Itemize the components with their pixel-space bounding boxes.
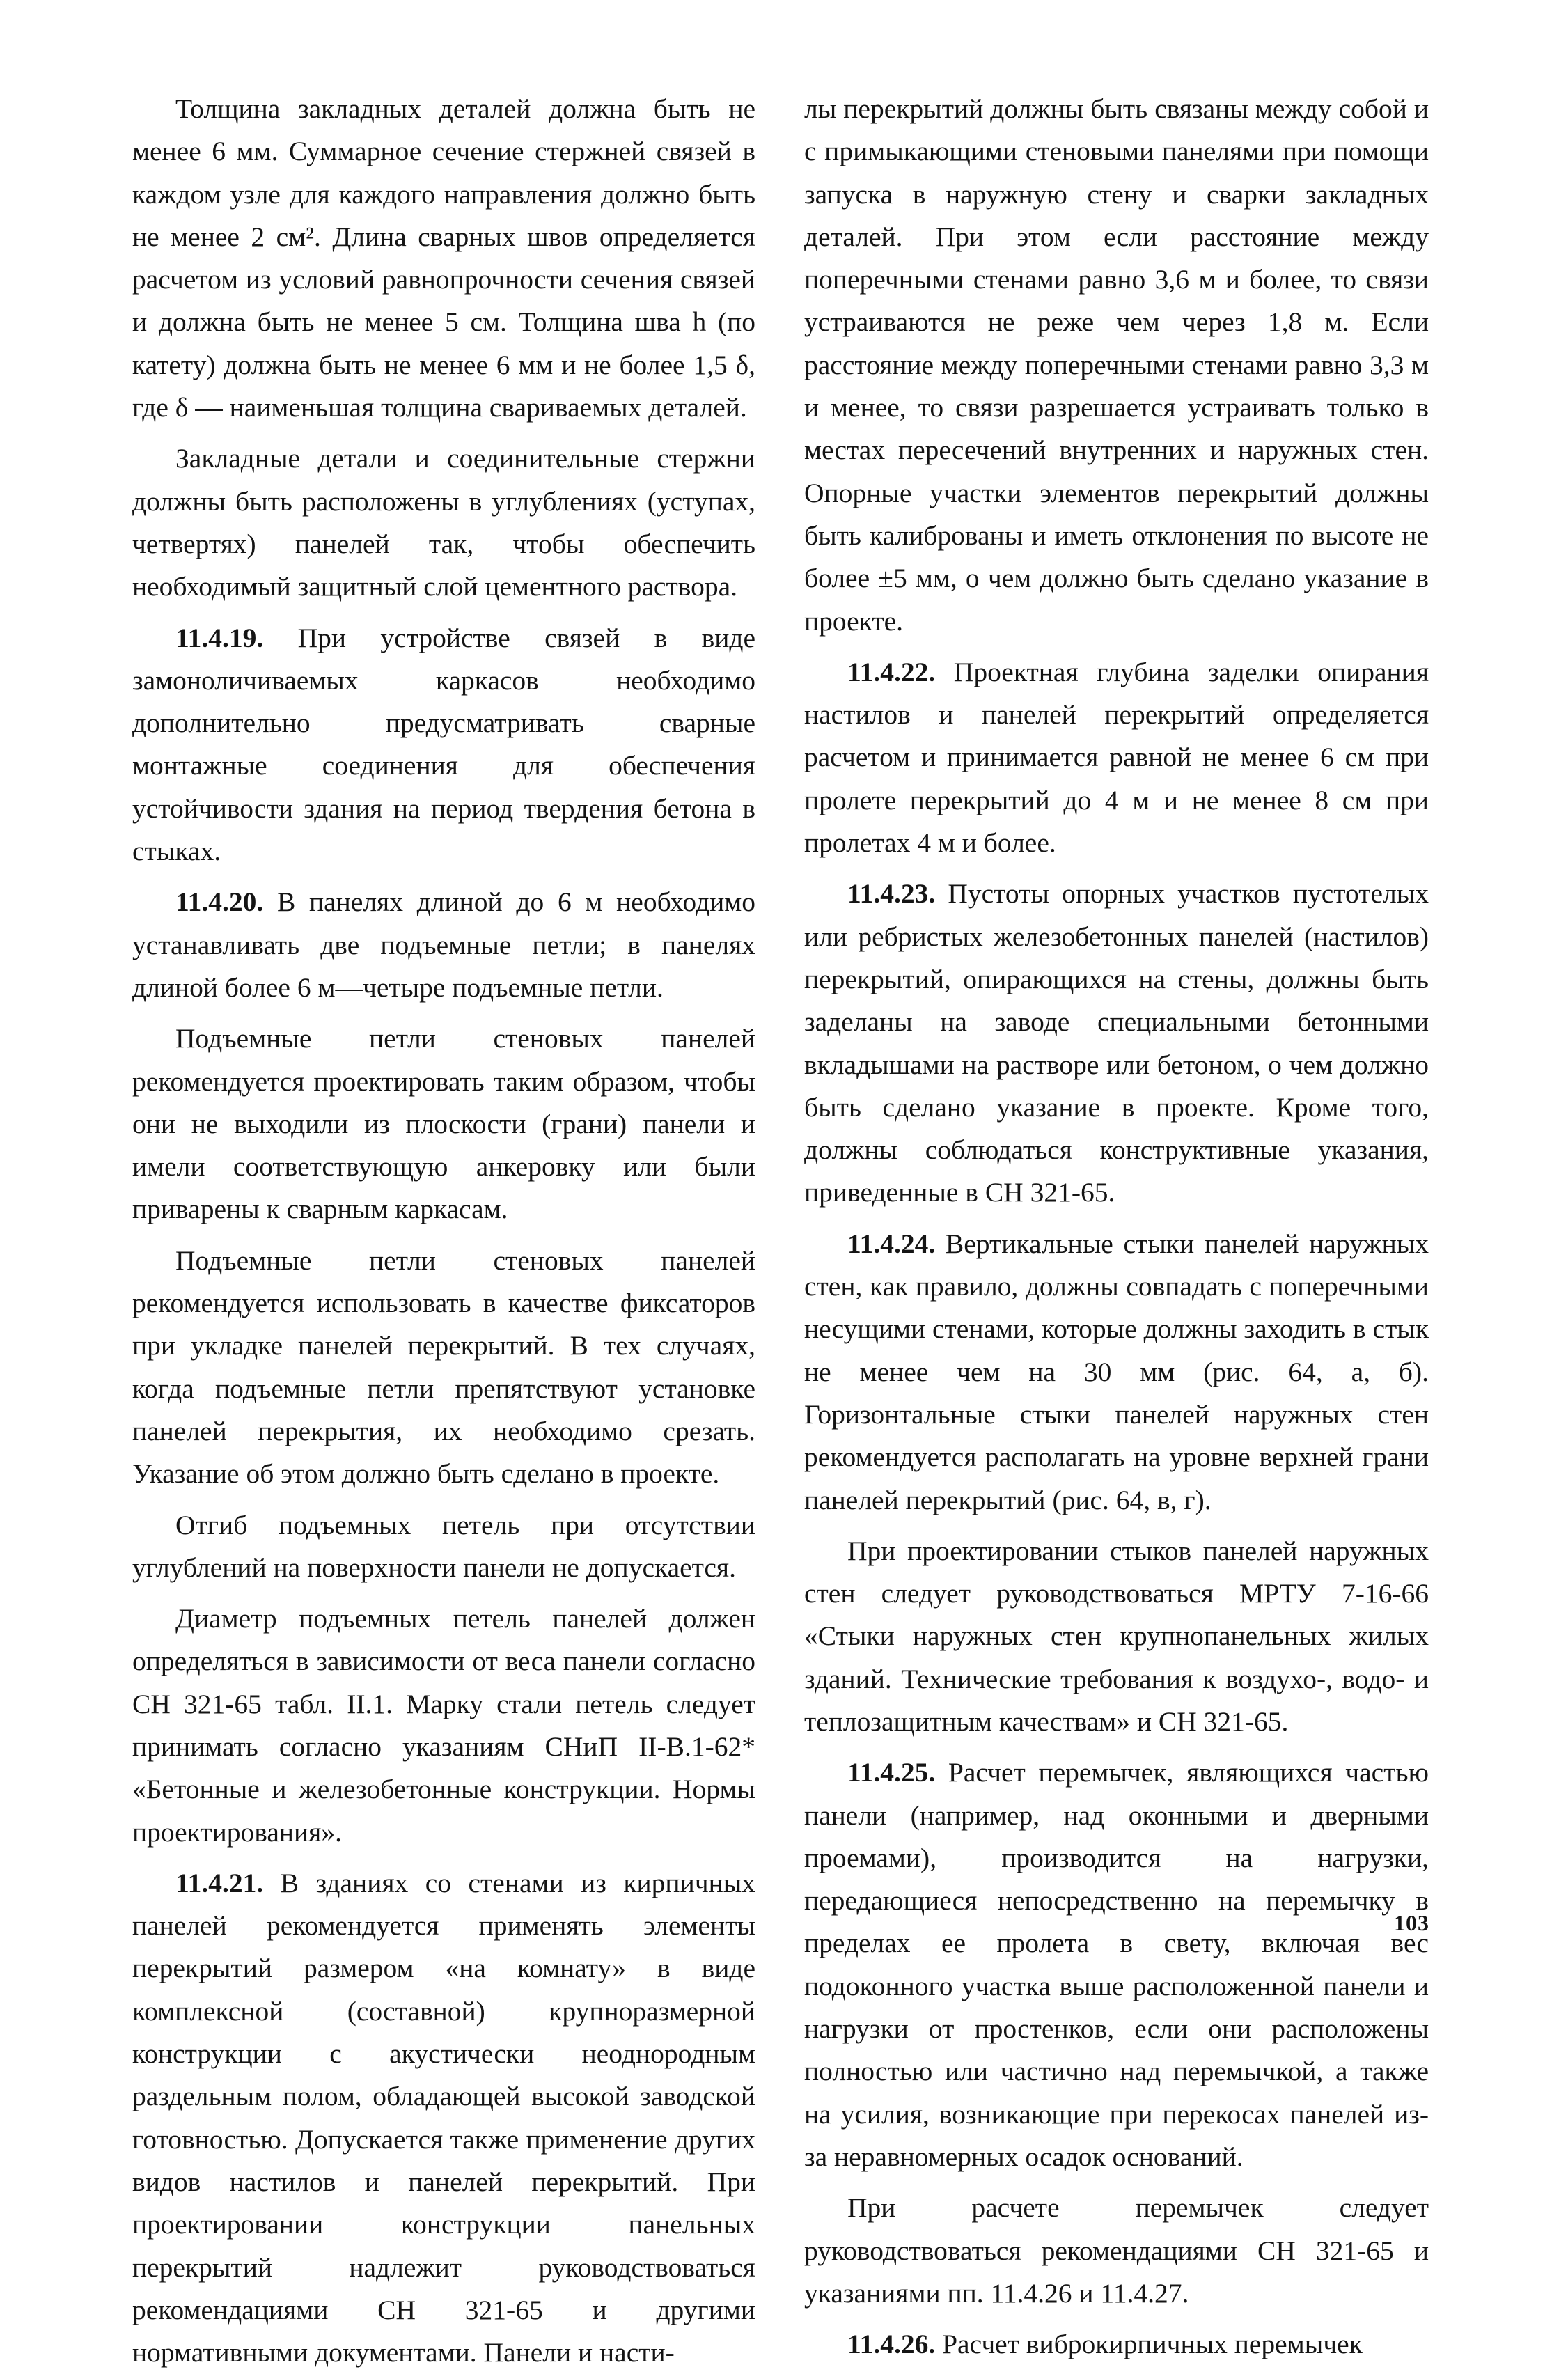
section-number: 11.4.20. <box>175 887 264 918</box>
paragraph-text: Вертикальные стыки панелей наружных стен, как правило, должны совпадать с поперечными несущими стенами, которые должны заходить в стык не менее чем на 30 мм (рис. 64, а, б). Горизонтальные стыки панелей наружных стен рекомендуется располагать на уровне верхней грани панелей перекрытий (рис. 64, в, г). <box>804 1228 1429 1515</box>
section-number: 11.4.21. <box>175 1867 264 1898</box>
paragraph-text: Закладные детали и соединительные стержни должны быть расположены в углублениях (уступах, четвертях) панелей так, чтобы обеспечить необходимый защитный слой цементного раствора. <box>132 443 755 602</box>
paragraph-text: Диаметр подъемных петель панелей должен определяться в зависимости от веса панели согласно СН 321-65 табл. II.1. Марку стали петель следует принимать согласно указаниям СНиП II-В.1-62* «Бетонные и железобетонные конструкции. Нормы проектирования». <box>132 1603 755 1848</box>
paragraph <box>804 2323 1429 2366</box>
right-column <box>804 88 1429 2366</box>
page-number: 103 <box>1394 1910 1429 1935</box>
section-number: 11.4.22. <box>847 656 936 687</box>
paragraph-text: В панелях длиной до 6 м необходимо устанавливать две подъемные петли; в панелях длиной более 6 м—четыре подъемные петли. <box>132 887 756 1003</box>
paragraph-text: лы перекрытий должны быть связаны между собой и с примыкающими стеновыми панелями при помощи запуска в наружную стену и сварки закладных деталей. При этом если расстояние между поперечными стенами равно 3,6 м и более, то связи устраиваются не реже чем через 1,8 м. Если расстояние между поперечными стенами равно 3,3 м и менее, то связи разрешается устраивать только в местах пересечений внутренних и наружных стен. Опорные участки элементов перекрытий должны быть калиброваны и иметь отклонения по высоте не более ±5 мм, о чем должно быть сделано указание в проекте. <box>804 93 1429 637</box>
paragraph <box>132 1862 755 2374</box>
paragraph <box>132 437 755 608</box>
paragraph <box>132 1598 755 1854</box>
paragraph <box>132 1504 755 1590</box>
section-number: 11.4.25. <box>847 1757 936 1788</box>
paragraph <box>132 881 755 1009</box>
paragraph-text: Пустоты опорных участков пустотелых или ребристых железобетонных панелей (настилов) перекрытий, опирающихся на стены, должны быть заделаны на заводе специальными бетонными вкладышами на растворе или бетоном, о чем должно быть сделано указание в проекте. Кроме того, должны соблюдаться конструктивные указания, приведенные в СН 321-65. <box>804 878 1429 1208</box>
section-number: 11.4.26. <box>847 2329 936 2360</box>
paragraph <box>132 88 755 429</box>
paragraph-text: Расчет виброкирпичных перемычек <box>942 2329 1363 2360</box>
paragraph-text: Подъемные петли стеновых панелей рекомендуется проектировать таким образом, чтобы они не выходили из плоскости (грани) панели и имели соответствующую анкеровку или были приварены к сварным каркасам. <box>132 1023 755 1225</box>
paragraph <box>804 1530 1429 1743</box>
section-number: 11.4.23. <box>847 878 936 909</box>
paragraph <box>804 651 1429 864</box>
paragraph-text: Отгиб подъемных петель при отсутствии углублений на поверхности панели не допускается. <box>132 1509 755 1583</box>
paragraph <box>804 873 1429 1214</box>
paragraph <box>804 2187 1429 2315</box>
paragraph <box>132 617 755 873</box>
paragraph-text: При устройстве связей в виде замоноличиваемых каркасов необходимо дополнительно предусматривать сварные монтажные соединения для обеспечения устойчивости здания на период твердения бетона в стыках. <box>132 622 755 867</box>
paragraph-text: Подъемные петли стеновых панелей рекомендуется использовать в качестве фиксаторов при укладке панелей перекрытий. В тех случаях, когда подъемные петли препятствуют установке панелей перекрытия, их необходимо срезать. Указание об этом должно быть сделано в проекте. <box>132 1244 755 1490</box>
paragraph <box>804 1223 1429 1522</box>
paragraph <box>132 1240 755 1496</box>
paragraph-text: Толщина закладных деталей должна быть не менее 6 мм. Суммарное сечение стержней связей в каждом узле для каждого направления должно быть не менее 2 см². Длина сварных швов определяется расчетом из условий равнопрочности сечения связей и должна быть не менее 5 см. Толщина шва h (по катету) должна быть не менее 6 мм и не более 1,5 δ, где δ — наименьшая толщина свариваемых деталей. <box>132 93 755 423</box>
paragraph-text: При расчете перемычек следует руководствоваться рекомендациями СН 321-65 и указаниями пп. 11.4.26 и 11.4.27. <box>804 2192 1429 2309</box>
paragraph <box>132 1017 755 1231</box>
paragraph-text: В зданиях со стенами из кирпичных панелей рекомендуется применять элементы перекрытий размером «на комнату» в виде комплексной (составной) крупноразмерной конструкции с акустически неоднородным раздельным полом, обладающей высокой заводской готовностью. Допускается также применение других видов настилов и панелей перекрытий. При проектировании конструкции панельных перекрытий надлежит руководствоваться рекомендациями СН 321-65 и другими нормативными документами. Панели и насти- <box>132 1867 756 2368</box>
paragraph <box>804 1751 1429 2178</box>
paragraph-continued <box>804 88 1429 643</box>
section-number: 11.4.19. <box>175 622 264 653</box>
paragraph-text: Проектная глубина заделки опирания настилов и панелей перекрытий определяется расчетом и принимается равной не менее 6 см при пролете перекрытий до 4 м и не менее 8 см при пролетах 4 м и более. <box>804 656 1429 859</box>
section-number: 11.4.24. <box>847 1228 936 1259</box>
left-column <box>132 88 755 2374</box>
paragraph-text: Расчет перемычек, являющихся частью панели (например, над оконными и дверными проемами), производится на нагрузки, передающиеся непосредственно на перемычку в пределах ее пролета в свету, включая вес подоконного участка выше расположенной панели и нагрузки от простенков, если они расположены полностью или частично над перемычкой, а также на усилия, возникающие при перекосах панелей из-за неравномерных осадок оснований. <box>804 1757 1429 2172</box>
paragraph-text: При проектировании стыков панелей наружных стен следует руководствоваться МРТУ 7-16-66 «Стыки наружных стен крупнопанельных жилых зданий. Технические требования к воздухо-, водо- и теплозащитным качествам» и СН 321-65. <box>804 1535 1429 1737</box>
